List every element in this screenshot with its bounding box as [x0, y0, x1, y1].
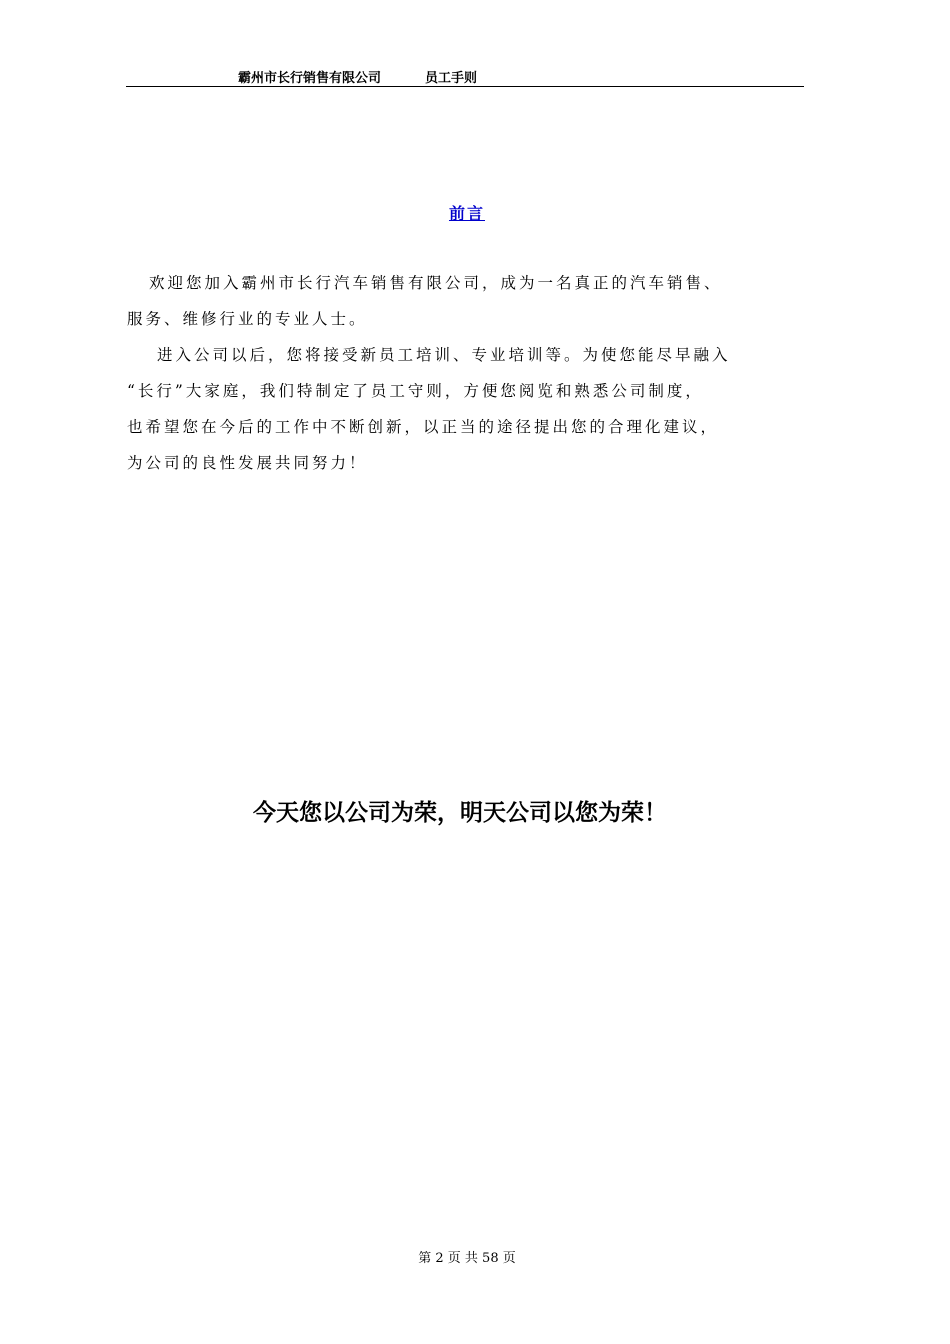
page-number: 第 2 页 共 58 页 [418, 1251, 516, 1266]
paragraph-line: 欢迎您加入霸州市长行汽车销售有限公司，成为一名真正的汽车销售、 [149, 274, 723, 292]
paragraph-line: 为公司的良性发展共同努力！ [127, 454, 368, 472]
training-paragraph [127, 337, 807, 481]
header-company-name: 霸州市长行销售有限公司 [238, 71, 382, 86]
paragraph-line: 进入公司以后，您将接受新员工培训、专业培训等。为使您能尽早融入 [157, 346, 731, 364]
paragraph-line: 也希望您在今后的工作中不断创新，以正当的途径提出您的合理化建议， [127, 418, 720, 436]
paragraph-line: “长行”大家庭，我们特制定了员工守则，方便您阅览和熟悉公司制度， [127, 382, 704, 400]
page-header [126, 66, 804, 87]
header-document-title: 员工手则 [425, 71, 478, 86]
company-motto: 今天您以公司为荣，明天公司以您为荣！ [253, 800, 667, 826]
paragraph-line: 服务、维修行业的专业人士。 [127, 310, 368, 328]
intro-paragraph [127, 265, 807, 337]
section-title[interactable]: 前言 [448, 204, 485, 223]
